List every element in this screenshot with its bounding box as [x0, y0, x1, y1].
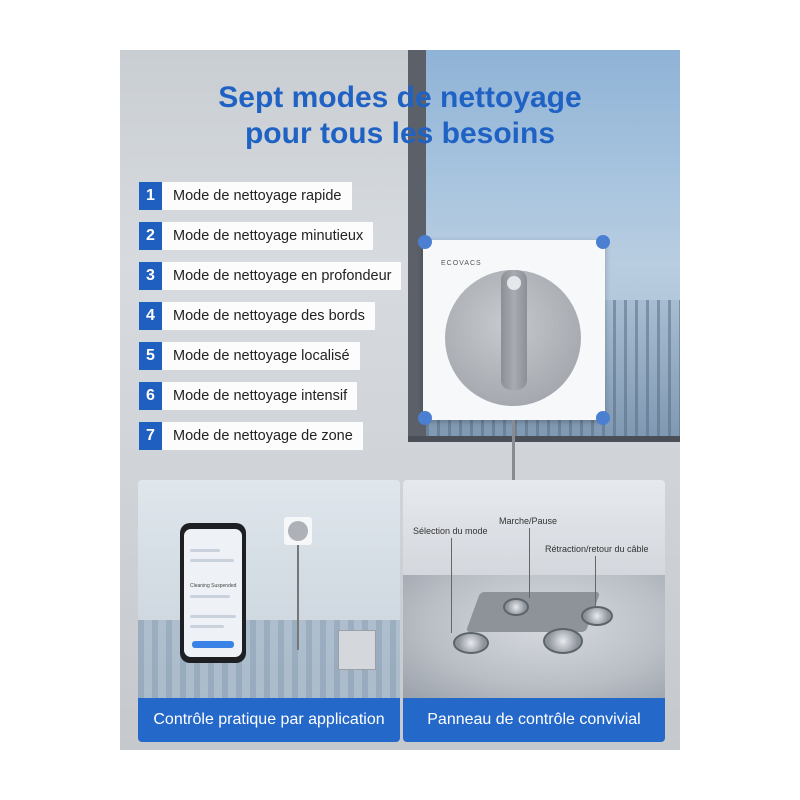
phone-action-button	[192, 641, 234, 648]
smartphone-image	[180, 523, 246, 663]
robot-power-icon	[507, 276, 521, 290]
callout-cable-retract: Rétraction/retour du câble	[545, 544, 649, 554]
callout-leader	[595, 556, 596, 606]
app-control-caption: Contrôle pratique par application	[138, 698, 400, 742]
mode-item	[139, 262, 401, 290]
screen-line	[190, 549, 220, 552]
mode-item	[139, 182, 352, 210]
phone-status-text: Cleaning Suspended	[190, 583, 237, 589]
callout-leader	[529, 528, 530, 598]
callout-power-pause: Marche/Pause	[499, 516, 558, 526]
window-robot-image	[423, 240, 605, 420]
robot-brand-logo: ECOVACS	[441, 260, 482, 267]
callout-mode-select: Sélection du mode	[413, 526, 488, 536]
suction-foot-icon	[418, 411, 432, 425]
screen-line	[190, 595, 230, 598]
title-line-2: pour tous les besoins	[244, 117, 556, 150]
product-poster	[120, 50, 680, 750]
screen-line	[190, 559, 234, 562]
mode-label: Mode de nettoyage rapide	[162, 182, 352, 210]
base-station-image	[338, 630, 376, 670]
poster-title	[120, 80, 680, 152]
mode-label: Mode de nettoyage de zone	[162, 422, 363, 450]
control-panel-caption: Panneau de contrôle convivial	[403, 698, 665, 742]
mode-label: Mode de nettoyage localisé	[162, 342, 360, 370]
phone-screen	[184, 529, 242, 657]
mode-label: Mode de nettoyage intensif	[162, 382, 357, 410]
mode-label: Mode de nettoyage minutieux	[162, 222, 373, 250]
mini-robot-cord	[297, 545, 299, 650]
suction-foot-icon	[596, 235, 610, 249]
title-line-1: Sept modes de nettoyage	[218, 81, 582, 114]
mode-number: 1	[139, 182, 162, 210]
mode-item	[139, 302, 375, 330]
mode-label: Mode de nettoyage des bords	[162, 302, 375, 330]
window-sill	[408, 436, 680, 442]
mode-label: Mode de nettoyage en profondeur	[162, 262, 401, 290]
mode-number: 4	[139, 302, 162, 330]
suction-foot-icon	[418, 235, 432, 249]
mode-item	[139, 222, 373, 250]
mode-select-button-icon	[453, 632, 489, 654]
app-control-panel	[138, 480, 400, 742]
mode-number: 5	[139, 342, 162, 370]
control-strip	[466, 592, 601, 632]
mode-number: 7	[139, 422, 162, 450]
mode-number: 3	[139, 262, 162, 290]
mini-robot-image	[284, 517, 312, 545]
screen-line	[190, 625, 224, 628]
mini-robot-disc	[288, 521, 308, 541]
suction-foot-icon	[596, 411, 610, 425]
cable-retract-button-icon	[581, 606, 613, 626]
screen-line	[190, 615, 236, 618]
mode-item	[139, 342, 360, 370]
mode-item	[139, 382, 357, 410]
callout-leader	[451, 538, 452, 633]
control-panel-closeup	[403, 480, 665, 742]
mode-item	[139, 422, 363, 450]
mode-number: 6	[139, 382, 162, 410]
power-pause-button-icon	[503, 598, 529, 616]
center-dial-icon	[543, 628, 583, 654]
mode-number: 2	[139, 222, 162, 250]
